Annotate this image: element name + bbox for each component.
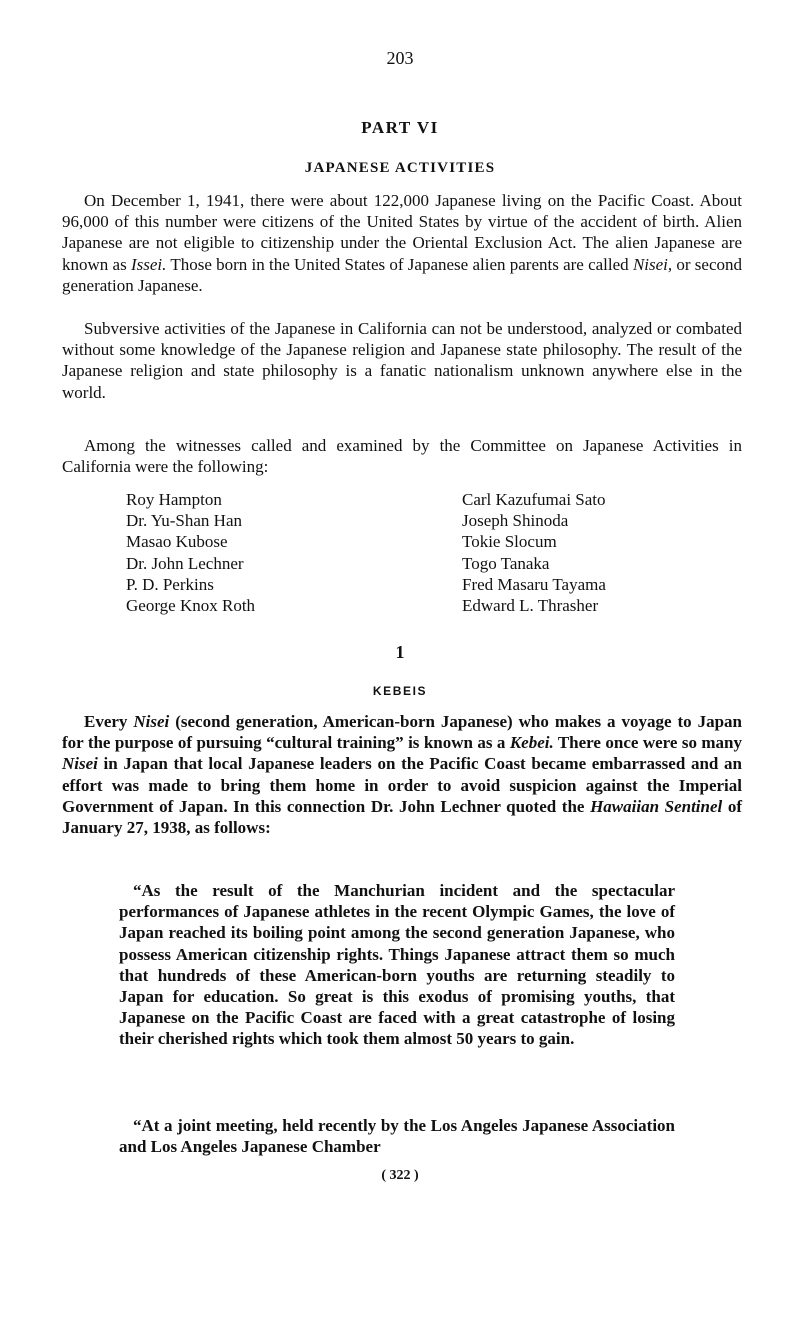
page-number-top: 203 [386,48,414,68]
paragraph-text: in Japan that local Japanese leaders on the Pacific Coast became embarrassed and an effort was made to bring them home in order to avoid suspicion against the Imperial Government of Japan. In this connection Dr. John Lechner quoted the [62,754,742,816]
term-nisei: Nisei [133,712,170,731]
paragraph-text: (second generation, American-born Japanese) who makes a voyage to Japan for the purpose of pursuing “cultural training” is known as a [62,712,742,753]
part-heading: PART VI [361,118,439,137]
paragraph-text: Among the witnesses called and examined by the Committee on Japanese Activities in California were the following: [62,436,742,477]
paragraph-text: of January 27, 1938, as follows: [62,796,742,838]
section-heading: JAPANESE ACTIVITIES [304,160,496,176]
witness-name: Roy Hampton [126,490,222,509]
witness-name: Dr. Yu-Shan Han [126,511,242,531]
term-nisei: Nisei [62,754,98,774]
paragraph-witnesses-intro [62,435,742,477]
paragraph-text: Those born in the United States of Japanese alien parents are called [166,254,633,274]
witness-list-right [462,489,606,616]
subsection-heading: KEBEIS [372,684,428,698]
quotation-paragraph-2 [119,1115,675,1157]
witness-list-left [126,489,255,616]
witness-name: Masao Kubose [126,532,228,552]
term-kebei: Kebei. [509,733,554,753]
page-number-bottom: ( 322 ) [381,1168,419,1183]
witness-name: Joseph Shinoda [462,511,569,531]
quotation-text: “At a joint meeting, held recently by the Los Angeles Japanese Association and Los Angeles Japanese Chamber [119,1116,675,1157]
witness-name: Tokie Slocum [462,532,557,552]
newspaper-title: Hawaiian Sentinel [590,796,723,816]
witness-name: George Knox Roth [126,596,256,616]
paragraph-text: Every [84,712,134,731]
paragraph-text: There once were so many [553,733,743,753]
witness-name: Edward L. Thrasher [462,596,599,616]
paragraph-population [62,190,742,296]
subsection-number: 1 [395,642,405,662]
witness-name: Carl Kazufumai Sato [462,490,606,509]
witness-name: P. D. Perkins [126,574,214,594]
paragraph-text: Subversive activities of the Japanese in California can not be understood, analyzed or combated without some knowledge of the Japanese religion and Japanese state philosophy. The result of the Japanese religion and state philosophy is a fanatic nationalism unknown anywhere else in the world. [62,319,742,402]
term-nisei: Nisei, [632,254,673,274]
witness-name: Dr. John Lechner [126,553,244,573]
term-issei: Issei. [130,254,167,274]
paragraph-text: On December 1, 1941, there were about 122,000 Japanese living on the Pacific Coast. About 96,000 of this number were citizens of the United States by virtue of the accident of birth. Alien Japanese are not eligible to citizenship under the Oriental Exclusion Act. The alien Japanese are known as [62,191,742,274]
quotation-paragraph-1 [119,880,675,1050]
witness-name: Fred Masaru Tayama [462,574,606,594]
paragraph-kebeis [62,711,742,838]
paragraph-subversive [62,318,742,403]
witness-name: Togo Tanaka [462,553,550,573]
paragraph-text: or second generation Japanese. [62,254,743,295]
quotation-text: “As the result of the Manchurian incident and the spectacular performances of Japanese athletes in the recent Olympic Games, the love of Japan reached its boiling point among the second generation Japanese, who possess American citizenship rights. Things Japanese attract them so much that hundreds of these American-born youths are returning steadily to Japan for education. So great is this exodus of promising youths, that Japanese on the Pacific Coast are faced with a great catastrophe of losing their cherished rights which took them almost 50 years to gain. [119,881,675,1049]
